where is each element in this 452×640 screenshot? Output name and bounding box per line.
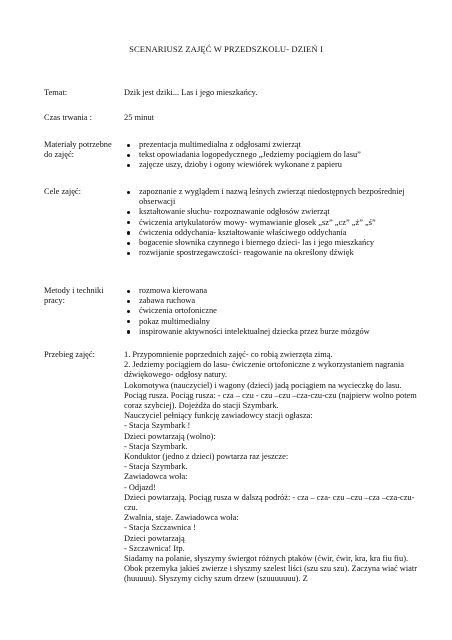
list-item: ćwiczenia ortofoniczne bbox=[124, 306, 418, 316]
przebieg-line: - Stacja Szymbark. bbox=[124, 462, 188, 472]
list-item: pokaz multimedialny bbox=[124, 317, 418, 327]
temat-value: Dzik jest dziki... Las i jego mieszkańcy. bbox=[124, 88, 258, 97]
list-item: prezentacja multimedialna z odgłosami zwierząt bbox=[124, 140, 418, 150]
przebieg-line: - Stacja Szymbark. bbox=[124, 441, 188, 451]
metody-label bbox=[44, 286, 118, 306]
przebieg-line: 1. Przypomnienie poprzednich zajęć- co robią zwierzęta zimą. bbox=[124, 350, 333, 359]
cele-label: Cele zajęć: bbox=[44, 187, 81, 196]
przebieg-line: - Odjazd! bbox=[124, 482, 156, 492]
czas-value: 25 minut bbox=[124, 113, 155, 122]
temat-label: Temat: bbox=[44, 88, 68, 97]
list-item: kształtowanie słuchu- rozpoznawanie odgłosów zwierząt bbox=[124, 207, 418, 217]
przebieg-line: Dzieci powtarzają bbox=[124, 533, 185, 543]
list-item: rozmowa kierowana bbox=[124, 286, 418, 296]
metody-list bbox=[124, 286, 418, 337]
materialy-label bbox=[44, 140, 118, 160]
metody-label-line: pracy: bbox=[44, 296, 65, 306]
list-item: zajęcze uszy, dzioby i ogony wiewiórek wykonane z papieru bbox=[124, 160, 418, 170]
przebieg-line: Dzieci powtarzają. Pociąg rusza w dalszą podróż: - cza – cza- czu –czu –cza –cza-czu-czu. bbox=[124, 492, 415, 513]
list-item: rozwijanie spostrzegawczości- reagowanie na określony dźwięk bbox=[124, 248, 418, 258]
przebieg-label: Przebieg zajęć: bbox=[44, 350, 95, 359]
materialy-list bbox=[124, 140, 418, 171]
przebieg-line: Nauczyciel pełniący funkcję zawiadowcy stacji ogłasza: bbox=[124, 411, 313, 421]
list-item: zapoznanie z wyglądem i nazwą leśnych zwierząt niedostępnych bezpośredniej obserwacji bbox=[124, 187, 418, 207]
materialy-label-line: Materiały potrzebne bbox=[44, 140, 112, 149]
przebieg-line: - Stacja Szymbark ! bbox=[124, 421, 191, 431]
document-title: SCENARIUSZ ZAJĘĆ W PRZEDSZKOLU- DZIEŃ I bbox=[129, 44, 323, 54]
metody-label-line: Metody i techniki bbox=[44, 286, 104, 295]
przebieg-line: - Stacja Szczawnica ! bbox=[124, 523, 196, 533]
list-item: ćwiczenia oddychania- kształtowanie właściwego oddychania bbox=[124, 228, 418, 238]
przebieg-line: Lokomotywa (nauczyciel) i wagony (dzieci) jadą pociągiem na wycieczkę do lasu. Pociąg rusza. Pociąg rusza: - cza – czu - czu –czu –cza-czu-czu (najpierw wolno potem coraz szybciej). Dojeżdża do stacji Szymbark. bbox=[124, 380, 417, 411]
materialy-label-line: do zajęć: bbox=[44, 150, 74, 160]
list-item: tekst opowiadania logopedycznego „Jedziemy pociągiem do lasu” bbox=[124, 150, 418, 160]
przebieg-line: Zawiadowca woła: bbox=[124, 472, 188, 482]
przebieg-text bbox=[124, 350, 420, 585]
list-item: ćwiczenia artykulatorów mowy- wymawianie głosek „sz” „cz” „ż” „ś” bbox=[124, 218, 418, 228]
przebieg-line: Zwalnia, staje. Zawiadowca woła: bbox=[124, 513, 239, 523]
list-item: zabawa ruchowa bbox=[124, 296, 418, 306]
przebieg-line: - Szczawnica! Itp. bbox=[124, 543, 185, 553]
cele-list bbox=[124, 187, 418, 258]
list-item: bogacenie słownika czynnego i biernego dzieci- las i jego mieszkańcy bbox=[124, 238, 418, 248]
przebieg-line: Dzieci powtarzają (wolno): bbox=[124, 431, 216, 441]
przebieg-line: Konduktor (jedno z dzieci) powtarza raz jeszcze: bbox=[124, 452, 289, 462]
przebieg-line: Siadamy na polanie, słyszymy świergot różnych ptaków (ćwir, ćwir, kra, kra fiu fiu). Obok przemyka jakieś zwierze i słyszmy szelest liści (szu szu szu). Zaczyna wiać wiatr (huuuuu). Słyszymy cichy szum drzew (szuuuuuuu). Z bbox=[124, 554, 418, 584]
list-item: inspirowanie aktywności intelektualnej dziecka przez burze mózgów bbox=[124, 327, 418, 337]
przebieg-line: 2. Jedziemy pociągiem do lasu- ćwiczenie ortofoniczne z wykorzystaniem nagrania dźwiękowego- odgłosy natury. bbox=[124, 360, 404, 380]
czas-label: Czas trwania : bbox=[44, 113, 92, 122]
